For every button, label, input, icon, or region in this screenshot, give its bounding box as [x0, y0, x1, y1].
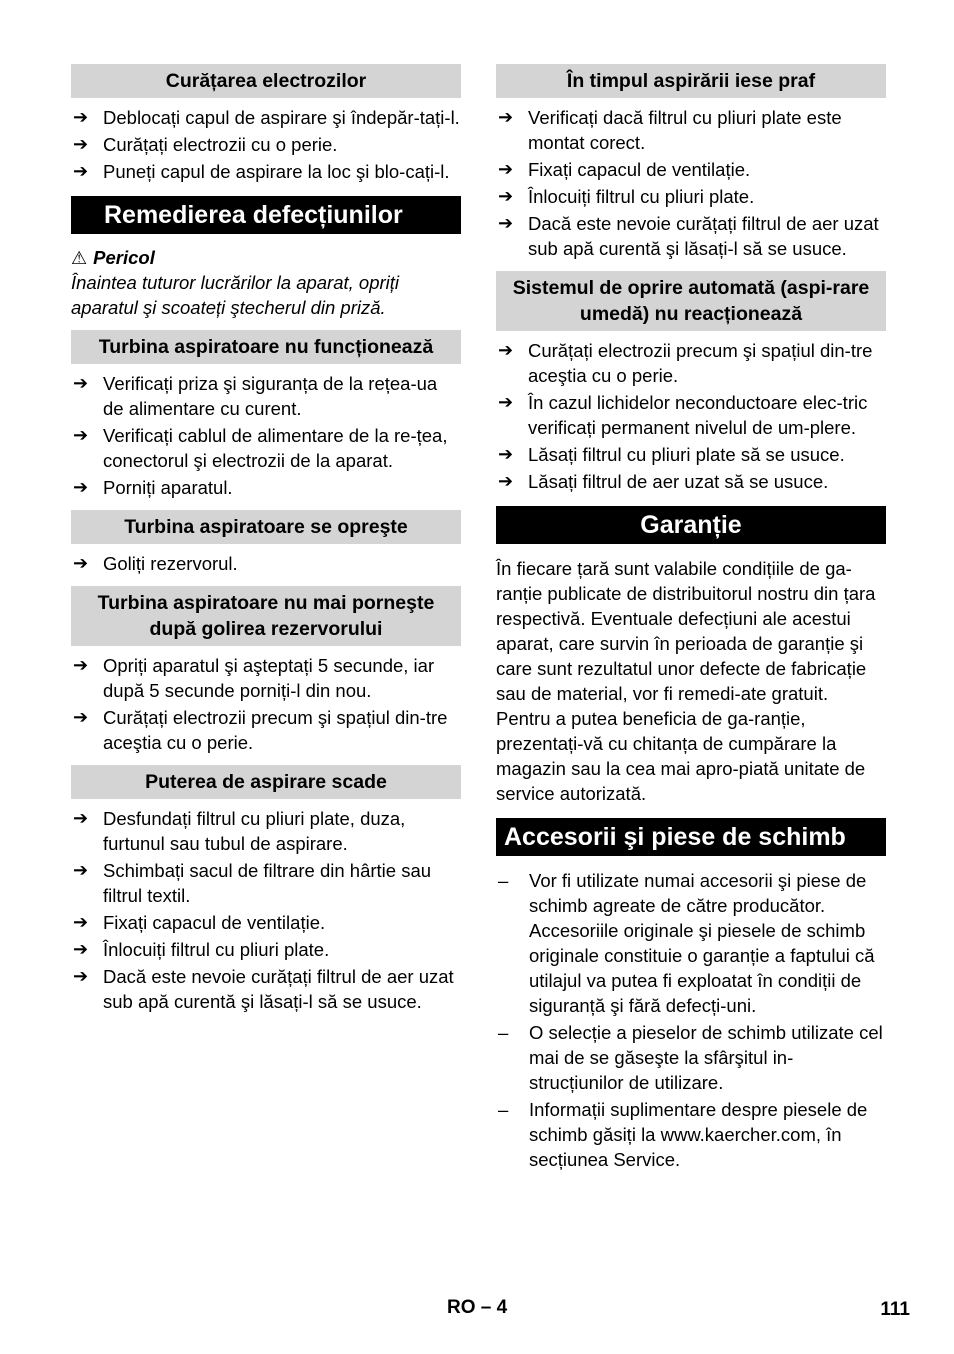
arrow-right-icon: ➔	[498, 213, 514, 233]
list-item	[496, 868, 886, 1018]
arrow-right-icon: ➔	[73, 655, 89, 675]
list-item	[71, 964, 461, 1014]
list-item	[496, 1097, 886, 1172]
list-item	[71, 551, 461, 576]
list-item	[71, 653, 461, 703]
right-column	[496, 64, 886, 1174]
list-item-text: Goliți rezervorul.	[103, 553, 238, 574]
arrow-right-icon: ➔	[498, 444, 514, 464]
list-item-text: Dacă este nevoie curățați filtrul de aer uzat sub apă curentă şi lăsați-l să se usuce.	[103, 966, 454, 1012]
list-item-text: Verificați priza şi siguranța de la rețea-ua de alimentare cu curent.	[103, 373, 438, 419]
list-item-text: În cazul lichidelor neconductoare elec-tric verificați permanent nivelul de um-plere.	[528, 392, 868, 438]
arrow-right-icon: ➔	[73, 966, 89, 986]
section-heading: Turbina aspiratoare se opreşte	[71, 510, 461, 544]
list-item-text: Dacă este nevoie curățați filtrul de aer uzat sub apă curentă şi lăsați-l să se usuce.	[528, 213, 879, 259]
list-item-text: Schimbați sacul de filtrare din hârtie sau filtrul textil.	[103, 860, 432, 906]
list-item-text: Curățați electrozii cu o perie.	[103, 134, 338, 155]
arrow-right-icon: ➔	[73, 939, 89, 959]
list-item	[496, 105, 886, 155]
warning-triangle-icon: ⚠	[71, 248, 88, 268]
dash-bullet: –	[498, 870, 509, 891]
section-heading: Turbina aspiratoare nu funcționează	[71, 330, 461, 364]
instruction-list	[71, 806, 461, 1014]
arrow-right-icon: ➔	[73, 425, 89, 445]
list-item	[71, 423, 461, 473]
accessories-list	[496, 868, 886, 1172]
arrow-right-icon: ➔	[73, 808, 89, 828]
section-heading: Puterea de aspirare scade	[71, 765, 461, 799]
list-item	[71, 858, 461, 908]
instruction-list	[71, 551, 461, 576]
warning-title	[71, 246, 461, 270]
chapter-heading: Garanție	[496, 506, 886, 544]
arrow-right-icon: ➔	[73, 107, 89, 127]
arrow-right-icon: ➔	[73, 553, 89, 573]
list-item	[496, 211, 886, 261]
list-item	[71, 705, 461, 755]
footer-section-label: RO – 4	[447, 1297, 508, 1318]
warning-label: Pericol	[93, 247, 155, 268]
list-item-text: Porniți aparatul.	[103, 477, 233, 498]
list-item-text: Desfundați filtrul cu pliuri plate, duza, furtunul sau tubul de aspirare.	[103, 808, 406, 854]
list-item-text: Înlocuiți filtrul cu pliuri plate.	[103, 939, 330, 960]
list-item	[496, 390, 886, 440]
chapter-heading: Remedierea defecțiunilor	[71, 196, 461, 234]
list-item	[496, 1020, 886, 1095]
arrow-right-icon: ➔	[73, 373, 89, 393]
list-item-text: Informații suplimentare despre piesele de schimb găsiți la www.kaercher.com, în secțiunea Service.	[529, 1099, 868, 1170]
list-item-text: Înlocuiți filtrul cu pliuri plate.	[528, 186, 755, 207]
list-item-text: Fixați capacul de ventilație.	[528, 159, 751, 180]
instruction-list	[496, 105, 886, 261]
section-heading: Turbina aspiratoare nu mai porneşte după golirea rezervorului	[71, 586, 461, 646]
list-item-text: Puneți capul de aspirare la loc şi blo-cați-l.	[103, 161, 450, 182]
list-item	[496, 442, 886, 467]
list-item-text: Verificați dacă filtrul cu pliuri plate este montat corect.	[528, 107, 842, 153]
arrow-right-icon: ➔	[498, 186, 514, 206]
list-item-text: Vor fi utilizate numai accesorii şi piese de schimb agreate de către producător. Accesoriile originale şi piesele de schimb originale constituie o garanție a faptului că utilajul va putea fi exploatat în condiții de siguranță şi fără defecți-uni.	[529, 870, 875, 1016]
left-column	[71, 64, 461, 1024]
arrow-right-icon: ➔	[73, 860, 89, 880]
arrow-right-icon: ➔	[73, 912, 89, 932]
warranty-text: În fiecare țară sunt valabile condițiile de ga-ranție publicate de distribuitorul nostru din țara respectivă. Eventuale defecțiuni ale acestui aparat, care survin în perioada de garanție şi care sunt rezultatul unor defecte de fabricație sau de material, vor fi remedi-ate gratuit. Pentru a putea beneficia de ga-ranție, prezentați-vă cu chitanța de cumpărare la magazin sau la cea mai apro-piată unitate de service autorizată.	[496, 558, 876, 804]
arrow-right-icon: ➔	[498, 107, 514, 127]
list-item	[71, 475, 461, 500]
list-item	[71, 159, 461, 184]
arrow-right-icon: ➔	[73, 707, 89, 727]
section-heading: În timpul aspirării iese praf	[496, 64, 886, 98]
list-item	[496, 469, 886, 494]
list-item-text: Fixați capacul de ventilație.	[103, 912, 326, 933]
arrow-right-icon: ➔	[498, 471, 514, 491]
instruction-list	[71, 371, 461, 500]
arrow-right-icon: ➔	[73, 134, 89, 154]
list-item-text: Curățați electrozii precum şi spațiul din-tre aceştia cu o perie.	[103, 707, 448, 753]
instruction-list	[71, 105, 461, 184]
list-item-text: Deblocați capul de aspirare şi îndepăr-tați-l.	[103, 107, 460, 128]
arrow-right-icon: ➔	[73, 161, 89, 181]
warning-text: Înaintea tuturor lucrărilor la aparat, opriți aparatul şi scoateți ştecherul din priză.	[71, 272, 400, 318]
list-item-text: O selecție a pieselor de schimb utilizate cel mai de se găseşte la sfârşitul in-strucțiunilor de utilizare.	[529, 1022, 883, 1093]
section-heading: Curățarea electrozilor	[71, 64, 461, 98]
arrow-right-icon: ➔	[498, 159, 514, 179]
chapter-heading: Accesorii şi piese de schimb	[496, 818, 886, 856]
section-heading: Sistemul de oprire automată (aspi-rare umedă) nu reacționează	[496, 271, 886, 331]
dash-bullet: –	[498, 1099, 509, 1120]
arrow-right-icon: ➔	[498, 340, 514, 360]
instruction-list	[496, 338, 886, 494]
list-item-text: Lăsați filtrul de aer uzat să se usuce.	[528, 471, 829, 492]
list-item-text: Opriți aparatul şi aşteptați 5 secunde, iar după 5 secunde porniți-l din nou.	[103, 655, 435, 701]
list-item	[496, 157, 886, 182]
list-item	[71, 937, 461, 962]
page-number: 111	[880, 1299, 910, 1320]
list-item-text: Lăsați filtrul cu pliuri plate să se usuce.	[528, 444, 845, 465]
list-item-text: Verificați cablul de alimentare de la re-țea, conectorul şi electrozii de la aparat.	[103, 425, 448, 471]
dash-bullet: –	[498, 1022, 509, 1043]
list-item	[71, 371, 461, 421]
instruction-list	[71, 653, 461, 755]
arrow-right-icon: ➔	[73, 477, 89, 497]
list-item	[71, 806, 461, 856]
list-item	[71, 132, 461, 157]
list-item	[496, 338, 886, 388]
list-item	[71, 910, 461, 935]
list-item-text: Curățați electrozii precum şi spațiul din-tre aceştia cu o perie.	[528, 340, 873, 386]
list-item	[71, 105, 461, 130]
arrow-right-icon: ➔	[498, 392, 514, 412]
list-item	[496, 184, 886, 209]
